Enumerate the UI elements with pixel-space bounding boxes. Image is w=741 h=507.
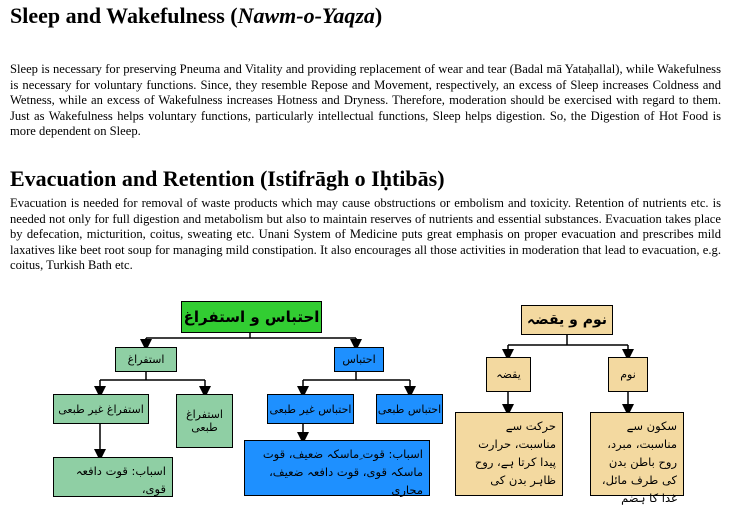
ihtibas-asbab-box: اسباب: قوت ِماسکہ ضعیف، قوت ماسکہ قوی، قوت دافعہ ضعیف، مجاری xyxy=(244,440,430,496)
evacuation-heading: Evacuation and Retention (Istifrāgh o Iḥtibās) xyxy=(10,166,445,191)
istifragh-tabai-box: استفراغ طبعی xyxy=(176,394,233,448)
nawm-box: نوم xyxy=(608,357,648,392)
istifragh-box: استفراغ xyxy=(115,347,177,372)
sleep-heading-italic: Nawm-o-Yaqza xyxy=(237,3,375,28)
sleep-heading: Sleep and Wakefulness (Nawm-o-Yaqza) xyxy=(10,3,383,28)
ihtibas-ghair-tabai-box: احتباس غیر طبعی xyxy=(267,394,354,424)
istifragh-asbab-box: اسباب: قوت دافعہ قوی، xyxy=(53,457,173,497)
nawm-description-box: سکون سے مناسبت، مبرد، روح باطن بدن کی طرف مائل، غذا کا ہضم xyxy=(590,412,684,496)
ihtibas-tabai-box: احتباس طبعی xyxy=(376,394,443,424)
istifragh-ghair-tabai-box: استفراغ غیر طبعی xyxy=(53,394,149,424)
evacuation-paragraph: Evacuation is needed for removal of waste products which may cause obstructions or embolism and toxicity. Retention of nutrients etc. is needed not only for full digestion and metabolism but also to maintain reserves of nutrients and essential substances. Evacuation takes place by defecation, micturition, coitus, sweating etc. Unani System of Medicine puts great emphasis on proper evacuation and prescribes mild laxatives like beet root soup for managing mild constipation. It also encourages all those activities in moderation that lead to evacuation, e.g. coitus, Turkish Bath etc. xyxy=(10,196,721,273)
evacuation-retention-box: احتباس و استفراغ xyxy=(181,301,322,333)
ihtibas-box: احتباس xyxy=(334,347,384,372)
yaqza-box: یقضہ xyxy=(486,357,531,392)
sleep-paragraph: Sleep is necessary for preserving Pneuma and Vitality and providing replacement of wear and tear (Badal mā Yataḥallal), while Wakefulness is necessary for voluntary functions. Since, they resemble Repose and Movement, respectively, an excess of Sleep increases Coldness and Wetness, while an excess of Wakefulness increases Hotness and Dryness. Therefore, moderation should be exercised with regard to them. Just as Wakefulness helps voluntary functions, particularly intellectual functions, Sleep helps digestion. So, the Digestion of Hot Food is more dependent on Sleep. xyxy=(10,62,721,139)
yaqza-description-box: حرکت سے مناسبت، حرارت پیدا کرتا ہے، روح ظاہر بدن کی xyxy=(455,412,563,496)
sleep-wake-box: نوم و یقضہ xyxy=(521,305,613,335)
